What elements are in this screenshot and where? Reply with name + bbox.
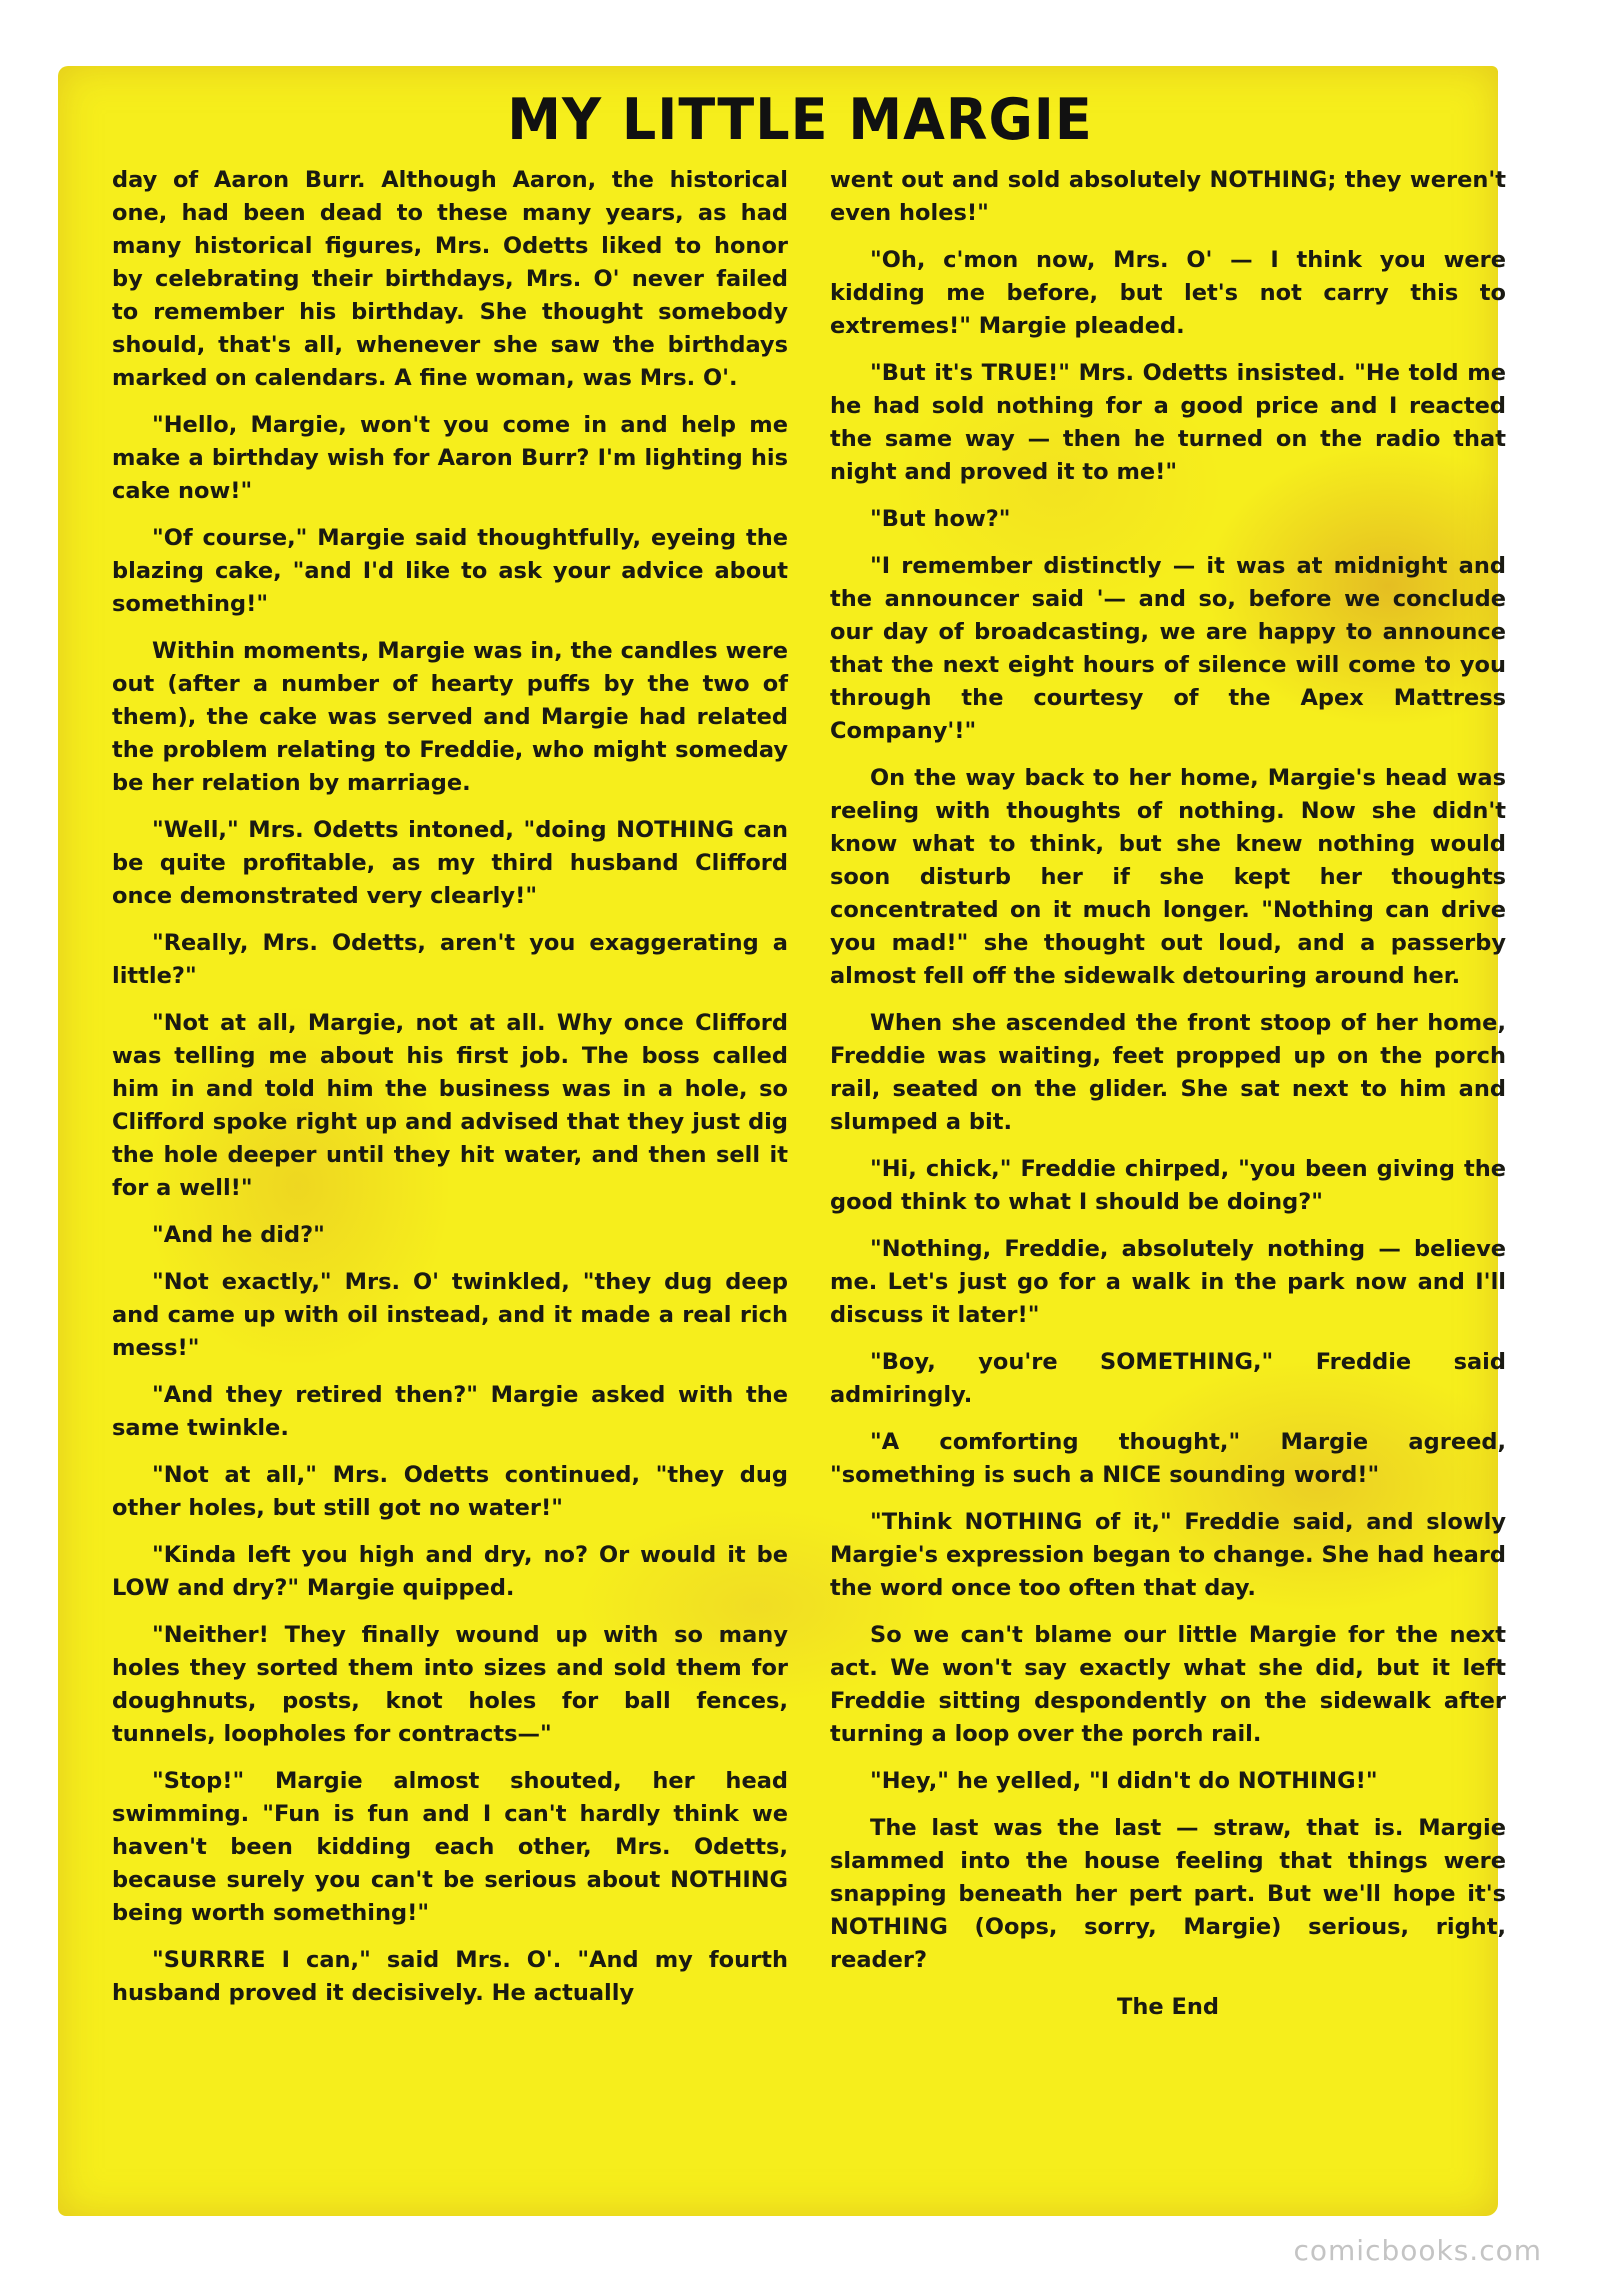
paragraph: "Nothing, Freddie, absolutely nothing — believe me. Let's just go for a walk in the park now and I'll discuss it later!" [830, 1236, 1506, 1328]
paragraph: "Oh, c'mon now, Mrs. O' — I think you were kidding me before, but let's not carry this to extremes!" Margie pleaded. [830, 247, 1506, 339]
paragraph: "Not exactly," Mrs. O' twinkled, "they dug deep and came up with oil instead, and it made a real rich mess!" [112, 1269, 788, 1361]
paragraph: "Well," Mrs. Odetts intoned, "doing NOTHING can be quite profitable, as my third husband Clifford once demonstrated very clearly!" [112, 817, 788, 909]
paragraph: "Really, Mrs. Odetts, aren't you exaggerating a little?" [112, 930, 788, 989]
paragraph: "Of course," Margie said thoughtfully, eyeing the blazing cake, "and I'd like to ask your advice about something!" [112, 525, 788, 617]
left-text-column [112, 164, 788, 2024]
paragraph: The last was the last — straw, that is. Margie slammed into the house feeling that things were snapping beneath her pert part. But we'll hope it's NOTHING (Oops, sorry, Margie) serious, right, reader? [830, 1815, 1506, 1973]
paragraph: "Hi, chick," Freddie chirped, "you been giving the good think to what I should be doing?" [830, 1156, 1506, 1215]
paragraph: went out and sold absolutely NOTHING; they weren't even holes!" [830, 167, 1506, 226]
paragraph: "Not at all, Margie, not at all. Why once Clifford was telling me about his first job. The boss called him in and told him the business was in a hole, so Clifford spoke right up and advised that they just dig the hole deeper until they hit water, and then sell it for a well!" [112, 1010, 788, 1201]
paragraph: Within moments, Margie was in, the candles were out (after a number of hearty puffs by the two of them), the cake was served and Margie had related the problem relating to Freddie, who might someday be her relation by marriage. [112, 638, 788, 796]
paragraph: "Hey," he yelled, "I didn't do NOTHING!" [870, 1768, 1378, 1794]
paragraph: "Neither! They finally wound up with so many holes they sorted them into sizes and sold them for doughnuts, posts, knot holes for ball fences, tunnels, loopholes for contracts—" [112, 1622, 788, 1747]
the-end-label: The End [1117, 1994, 1219, 2020]
paragraph: "Boy, you're SOMETHING," Freddie said admiringly. [830, 1349, 1506, 1408]
paragraph: So we can't blame our little Margie for the next act. We won't say exactly what she did, but it left Freddie sitting despondently on the sidewalk after turning a loop over the porch rail. [830, 1622, 1506, 1747]
paragraph: "And they retired then?" Margie asked with the same twinkle. [112, 1382, 788, 1441]
paragraph: On the way back to her home, Margie's head was reeling with thoughts of nothing. Now she didn't know what to think, but she knew nothing would soon disturb her if she kept her thoughts concentrated on it much longer. "Nothing can drive you mad!" she thought out loud, and a passerby almost fell off the sidewalk detouring around her. [830, 765, 1506, 989]
paragraph: day of Aaron Burr. Although Aaron, the historical one, had been dead to these many years, as had many historical figures, Mrs. Odetts liked to honor by celebrating their birthdays, Mrs. O' never failed to remember his birthday. She thought somebody should, that's all, whenever she saw the birthdays marked on calendars. A fine woman, was Mrs. O'. [112, 167, 788, 391]
paragraph: "Stop!" Margie almost shouted, her head swimming. "Fun is fun and I can't hardly think we haven't been kidding each other, Mrs. Odetts, because surely you can't be serious about NOTHING being worth something!" [112, 1768, 788, 1926]
paragraph: "Kinda left you high and dry, no? Or would it be LOW and dry?" Margie quipped. [112, 1542, 788, 1601]
paragraph: "Hello, Margie, won't you come in and help me make a birthday wish for Aaron Burr? I'm lighting his cake now!" [112, 412, 788, 504]
paragraph: "A comforting thought," Margie agreed, "something is such a NICE sounding word!" [830, 1429, 1506, 1488]
site-watermark: comicbooks.com [1293, 2234, 1542, 2267]
paragraph: "SURRRE I can," said Mrs. O'. "And my fourth husband proved it decisively. He actually [112, 1947, 788, 2006]
paragraph: "Not at all," Mrs. Odetts continued, "they dug other holes, but still got no water!" [112, 1462, 788, 1521]
paragraph: "And he did?" [152, 1222, 325, 1248]
paragraph: "But it's TRUE!" Mrs. Odetts insisted. "He told me he had sold nothing for a good price and I reacted the same way — then he turned on the radio that night and proved it to me!" [830, 360, 1506, 485]
paragraph: "Think NOTHING of it," Freddie said, and slowly Margie's expression began to change. She had heard the word once too often that day. [830, 1509, 1506, 1601]
paragraph: When she ascended the front stoop of her home, Freddie was waiting, feet propped up on the porch rail, seated on the glider. She sat next to him and slumped a bit. [830, 1010, 1506, 1135]
paragraph: "I remember distinctly — it was at midnight and the announcer said '— and so, before we conclude our day of broadcasting, we are happy to announce that the next eight hours of silence will come to you through the courtesy of the Apex Mattress Company'!" [830, 553, 1506, 744]
paragraph: "But how?" [870, 506, 1011, 532]
right-text-column [830, 164, 1506, 2038]
story-title: MY LITTLE MARGIE [507, 86, 1093, 153]
